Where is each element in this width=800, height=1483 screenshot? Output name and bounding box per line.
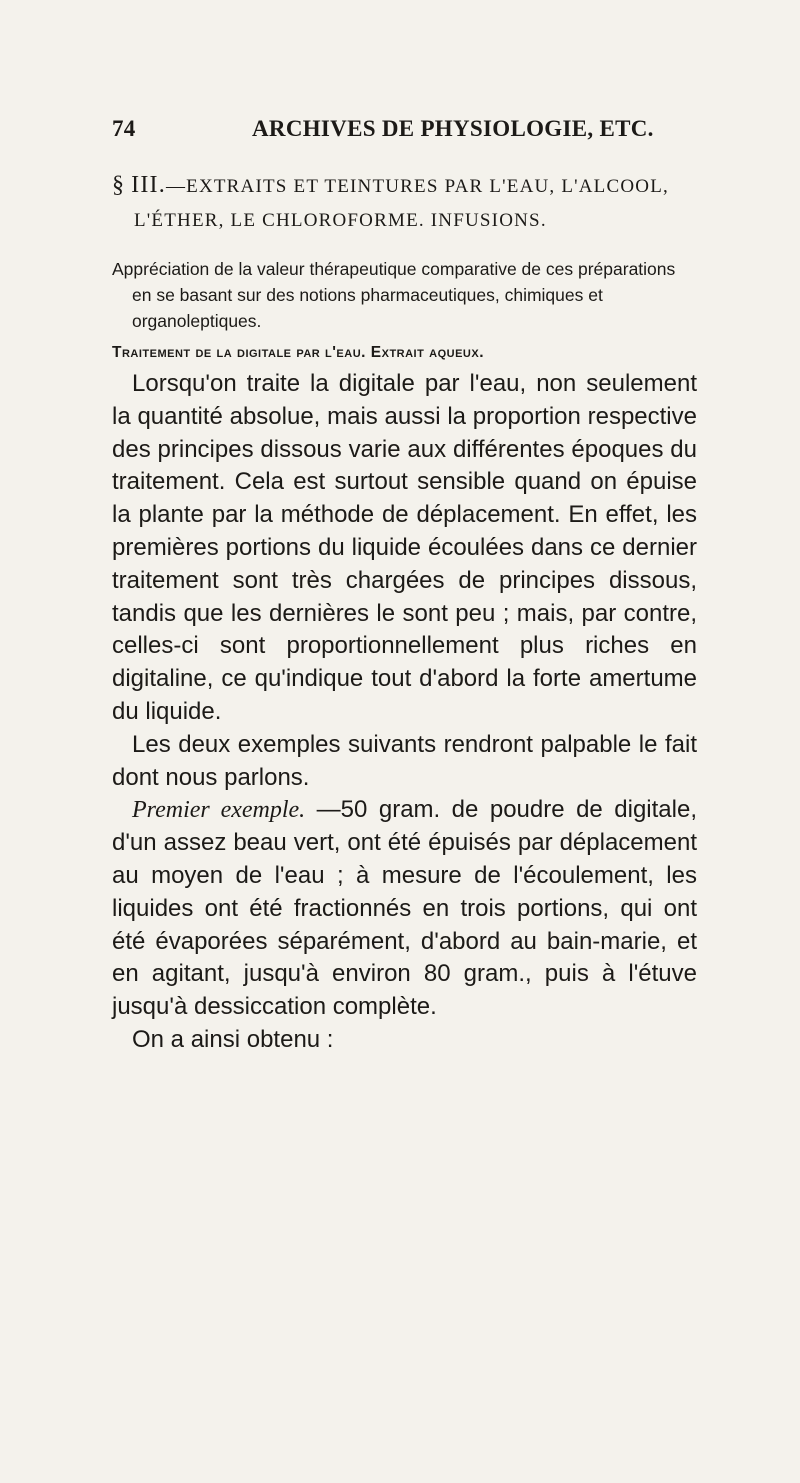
section-heading	[112, 168, 712, 238]
paragraph-3	[112, 794, 697, 1024]
section-title-line2: L'ÉTHER, LE CHLOROFORME. INFUSIONS.	[134, 210, 547, 231]
paragraph-4: On a ainsi obtenu :	[132, 1025, 334, 1053]
page-number: 74	[112, 116, 136, 141]
section-title-line1: —EXTRAITS ET TEINTURES PAR L'EAU, L'ALCOOL,	[165, 176, 669, 197]
section-number: III.	[131, 172, 166, 198]
section-mark: §	[112, 172, 126, 198]
example-label: Premier exemple.	[132, 797, 306, 824]
example-text: —50 gram. de poudre de digitale, d'un assez beau vert, ont été épuisés par déplacement au moyen de l'eau ; à mesure de l'écoulement, les liquides ont été fractionnés en trois portions, qui ont été évaporées séparément, d'abord au bain-marie, et en agitant, jusqu'à environ 80 gram., puis à l'étuve jusqu'à dessiccation complète.	[112, 796, 697, 1021]
journal-title: ARCHIVES DE PHYSIOLOGIE, ETC.	[252, 116, 654, 141]
paragraph-1: Lorsqu'on traite la digitale par l'eau, non seulement la quantité absolue, mais aussi la proportion respective des principes dissous varie aux différentes époques du traitement. Cela est surtout sensible quand on épuise la plante par la méthode de déplacement. En effet, les premières portions du liquide écoulées dans ce dernier traitement sont très chargées de principes dissous, tandis que les dernières le sont peu ; mais, par contre, celles-ci sont proportionnellement plus riches en digitaline, ce qu'indique tout d'abord la forte amertume du liquide.	[112, 370, 697, 725]
section-abstract: Appréciation de la valeur thérapeutique comparative de ces préparations en se basant sur des notions pharmaceutiques, chimiques et organoleptiques.	[112, 259, 676, 331]
body-text	[112, 368, 697, 1057]
paragraph-2: Les deux exemples suivants rendront palpable le fait dont nous parlons.	[112, 730, 697, 791]
subsection-heading: Traitement de la digitale par l'eau. Extrait aqueux.	[112, 344, 485, 361]
running-head	[112, 116, 672, 142]
